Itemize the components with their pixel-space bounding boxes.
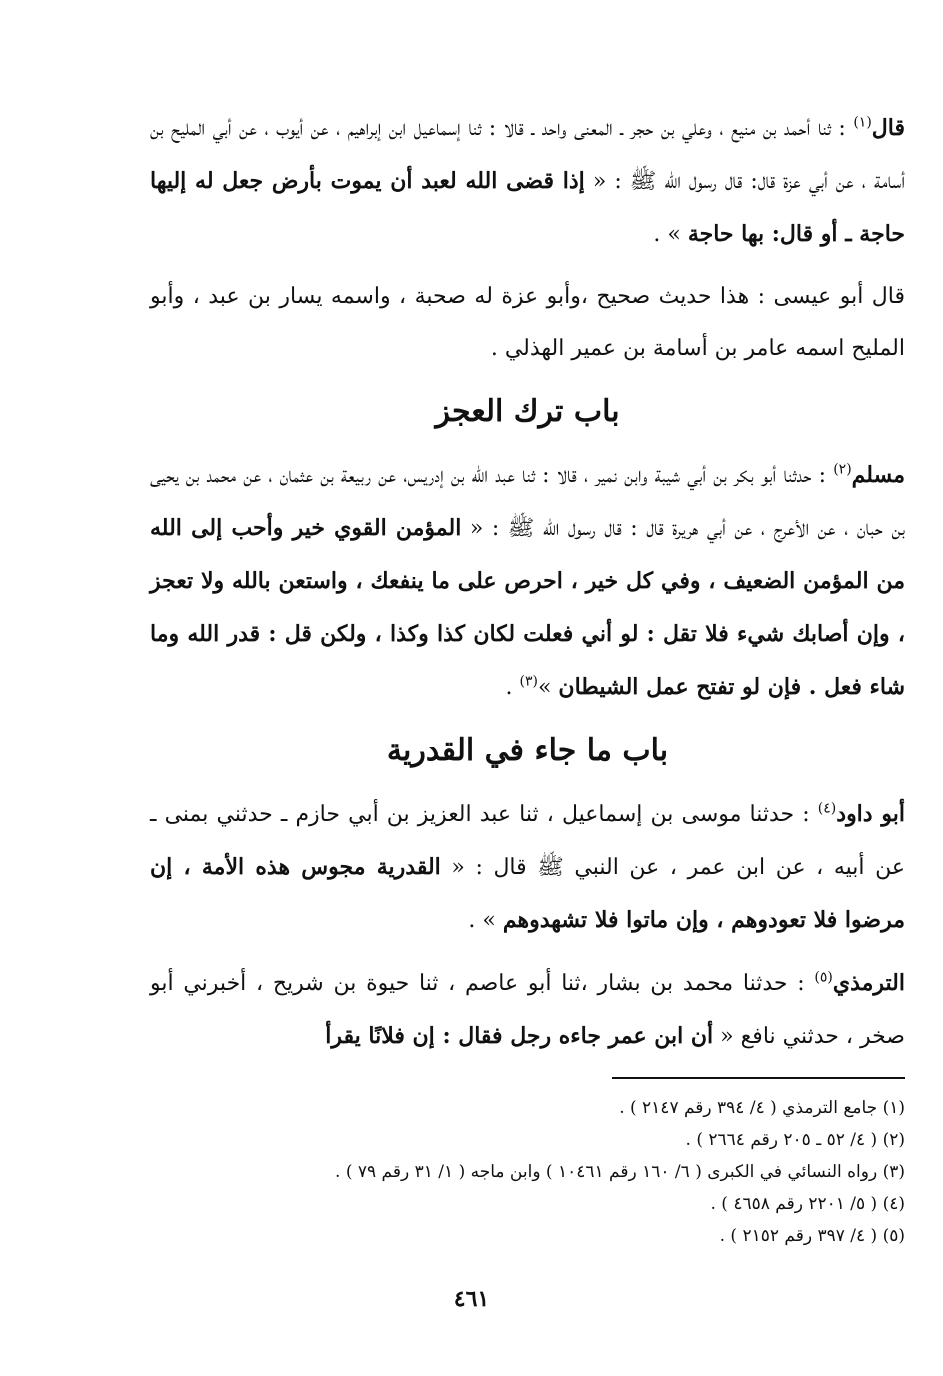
footnote-ref: (٢) xyxy=(833,461,852,478)
footnotes xyxy=(150,1092,905,1252)
hadith-end: . xyxy=(505,675,520,700)
narrator-name: الترمذي xyxy=(832,970,905,996)
footnote-4: (٤) ( ٥/ ٢٢٠١ رقم ٤٦٥٨ ) . xyxy=(710,1194,905,1214)
footnote-2: (٢) ( ٤/ ٥٢ ـ ٢٠٥ رقم ٢٦٦٤ ) . xyxy=(685,1130,905,1150)
narrator-name: مسلم xyxy=(851,462,905,488)
footnote-ref: (٣) xyxy=(519,673,538,690)
paragraph-4 xyxy=(150,788,905,947)
main-text xyxy=(150,102,905,1063)
hadith-text: أن ابن عمر جاءه رجل فقال : إن فلانًا يقرأ xyxy=(325,1023,714,1049)
narrator-name: أبو داود xyxy=(836,801,905,827)
hadith-text: القدرية مجوس هذه الأمة ، إن مرضوا فلا تعودوهم ، وإن ماتوا فلا تشهدوهم xyxy=(150,854,905,933)
page-number: ٤٦١ xyxy=(453,1286,490,1312)
hadith-end: » . xyxy=(653,222,688,247)
narrator-name: قال xyxy=(871,115,905,141)
footnote-5: (٥) ( ٤/ ٣٩٧ رقم ٢١٥٢ ) . xyxy=(719,1226,905,1246)
chapter-heading-qadariyya: باب ما جاء في القدرية xyxy=(386,733,669,768)
footnote-separator xyxy=(612,1077,905,1079)
paragraph-1 xyxy=(150,102,905,261)
isnad-text: : حدثنا محمد بن بشار ،ثنا أبو عاصم ، ثنا حيوة بن شريح ، أخبرني أبو صخر ، حدثني نافع « xyxy=(150,971,905,1049)
footnote-ref: (٤) xyxy=(817,800,837,817)
isnad-text: : حدثنا موسى بن إسماعيل ، ثنا عبد العزيز بن أبي حازم ـ حدثني بمنى ـ عن أبيه ، عن ابن عمر ، عن النبي ﷺ قال : « xyxy=(150,802,906,880)
footnote-ref: (١) xyxy=(853,114,872,131)
paragraph-2: قال أبو عيسى : هذا حديث صحيح ،وأبو عزة له صحبة ، واسمه يسار بن عبد ، وأبو المليح اسمه عامر بن أسامة بن عمير الهذلي . xyxy=(150,284,905,361)
paragraph-5 xyxy=(150,957,905,1063)
isnad-text: : ثنا أحمد بن منيع ، وعلي بن حجر ـ المعنى واحد ـ قالا : ثنا إسماعيل ابن إبراهيم ، عن أيوب ، عن أبي المليح بن أسامة ، عن أبي عزة قال: قال رسول الله ﷺ : « xyxy=(150,116,905,194)
hadith-text: إذا قضى الله لعبد أن يموت بأرض جعل له إليها حاجة ـ أو قال: بها حاجة xyxy=(150,168,905,247)
hadith-end-mark: » xyxy=(537,675,559,700)
isnad-text: : حدثنا أبو بكر بن أبي شيبة وابن نمير ، قالا : ثنا عبد الله بن إدريس، عن ربيعة بن عثمان ، عن محمد بن يحيى بن حبان ، عن الأعرج ، عن أبي هريرة قال : قال رسول الله ﷺ : « xyxy=(150,463,905,541)
paragraph-3 xyxy=(150,449,905,714)
chapter-heading-abandoning-weakness: باب ترك العجز xyxy=(435,394,620,429)
hadith-text: المؤمن القوي خير وأحب إلى الله من المؤمن الضعيف ، وفي كل خير ، احرص على ما ينفعك ، واستعن بالله ولا تعجز ، وإن أصابك شيء فلا تقل : لو أني فعلت لكان كذا وكذا ، ولكن قل : قدر الله وما شاء فعل . فإن لو تفتح عمل الشيطان xyxy=(150,515,905,700)
footnote-3: (٣) رواه النسائي في الكبرى ( ٦/ ١٦٠ رقم ١٠٤٦١ ) وابن ماجه ( ١/ ٣١ رقم ٧٩ ) . xyxy=(335,1162,905,1182)
hadith-end: » . xyxy=(468,908,503,933)
footnote-ref: (٥) xyxy=(814,969,833,986)
footnote-1: (١) جامع الترمذي ( ٤/ ٣٩٤ رقم ٢١٤٧ ) . xyxy=(619,1098,905,1118)
